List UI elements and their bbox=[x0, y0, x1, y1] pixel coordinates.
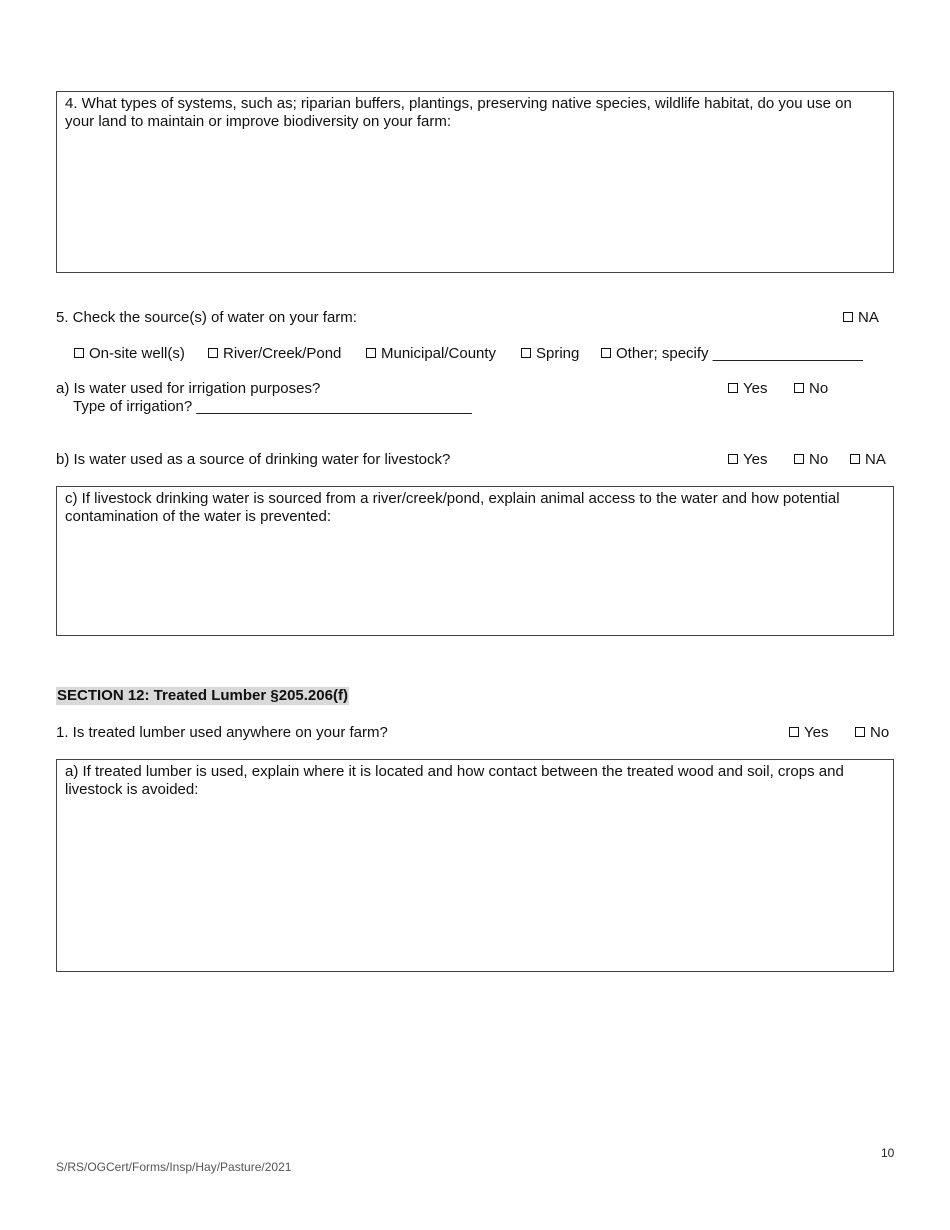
q5b-na-label: NA bbox=[865, 451, 886, 468]
spring-checkbox[interactable] bbox=[521, 348, 531, 358]
q5b-yes-label: Yes bbox=[743, 451, 768, 468]
q5-source-river[interactable] bbox=[208, 345, 341, 363]
well-checkbox[interactable] bbox=[74, 348, 84, 358]
q5-source-spring[interactable] bbox=[521, 345, 579, 363]
q5b-no-label: No bbox=[809, 451, 829, 468]
q4-text: 4. What types of systems, such as; riparian buffers, plantings, preserving native species, wildlife habitat, do you use on your land to maintain or improve biodiversity on your farm: bbox=[65, 95, 852, 130]
s12-q1-no-option[interactable] bbox=[855, 724, 889, 742]
q5b-yes-checkbox[interactable] bbox=[728, 454, 738, 464]
q5b-no-checkbox[interactable] bbox=[794, 454, 804, 464]
form-id: S/RS/OGCert/Forms/Insp/Hay/Pasture/2021 bbox=[56, 1160, 292, 1174]
municipal-label: Municipal/County bbox=[381, 345, 497, 362]
q5a-no-label: No bbox=[809, 380, 829, 397]
s12-qa-text: a) If treated lumber is used, explain where it is located and how contact between the treated wood and soil, crops and livestock is avoided: bbox=[65, 763, 844, 798]
q5-source-municipal[interactable] bbox=[366, 345, 496, 363]
q5b-yes-option[interactable] bbox=[728, 451, 767, 469]
q5a-yes-label: Yes bbox=[743, 380, 768, 397]
spring-label: Spring bbox=[536, 345, 580, 362]
q5b-no-option[interactable] bbox=[794, 451, 828, 469]
river-checkbox[interactable] bbox=[208, 348, 218, 358]
q4-answer-box[interactable] bbox=[56, 91, 894, 273]
q5-na-checkbox[interactable] bbox=[843, 312, 853, 322]
s12-qa-answer-box[interactable] bbox=[56, 759, 894, 972]
other-label: Other; specify __________________ bbox=[616, 345, 863, 362]
s12-q1-text: 1. Is treated lumber used anywhere on your farm? bbox=[56, 724, 388, 741]
q5b-na-option[interactable] bbox=[850, 451, 886, 469]
q5a-text: a) Is water used for irrigation purposes? bbox=[56, 380, 321, 397]
page-number: 10 bbox=[881, 1146, 895, 1160]
q5-text: 5. Check the source(s) of water on your farm: bbox=[56, 309, 357, 326]
q5a-no-checkbox[interactable] bbox=[794, 383, 804, 393]
well-label: On-site well(s) bbox=[89, 345, 185, 362]
q5b-text: b) Is water used as a source of drinking water for livestock? bbox=[56, 451, 451, 468]
q5b-na-checkbox[interactable] bbox=[850, 454, 860, 464]
q5a-irrigation-type[interactable]: Type of irrigation? _________________________________ bbox=[73, 398, 472, 415]
s12-q1-no-checkbox[interactable] bbox=[855, 727, 865, 737]
q5a-no-option[interactable] bbox=[794, 380, 828, 398]
s12-q1-yes-option[interactable] bbox=[789, 724, 828, 742]
section-12-heading: SECTION 12: Treated Lumber §205.206(f) bbox=[57, 687, 348, 704]
s12-q1-yes-label: Yes bbox=[804, 724, 829, 741]
q5a-yes-option[interactable] bbox=[728, 380, 767, 398]
q5c-text: c) If livestock drinking water is sourced from a river/creek/pond, explain animal access to the water and how potential contamination of the water is prevented: bbox=[65, 490, 840, 525]
river-label: River/Creek/Pond bbox=[223, 345, 342, 362]
s12-q1-no-label: No bbox=[870, 724, 890, 741]
q5-source-other[interactable] bbox=[601, 345, 863, 363]
municipal-checkbox[interactable] bbox=[366, 348, 376, 358]
q5-na-option[interactable] bbox=[843, 309, 879, 327]
q5-source-well[interactable] bbox=[74, 345, 185, 363]
other-checkbox[interactable] bbox=[601, 348, 611, 358]
q5-na-label: NA bbox=[858, 309, 879, 326]
s12-q1-yes-checkbox[interactable] bbox=[789, 727, 799, 737]
q5a-yes-checkbox[interactable] bbox=[728, 383, 738, 393]
q5c-answer-box[interactable] bbox=[56, 486, 894, 636]
